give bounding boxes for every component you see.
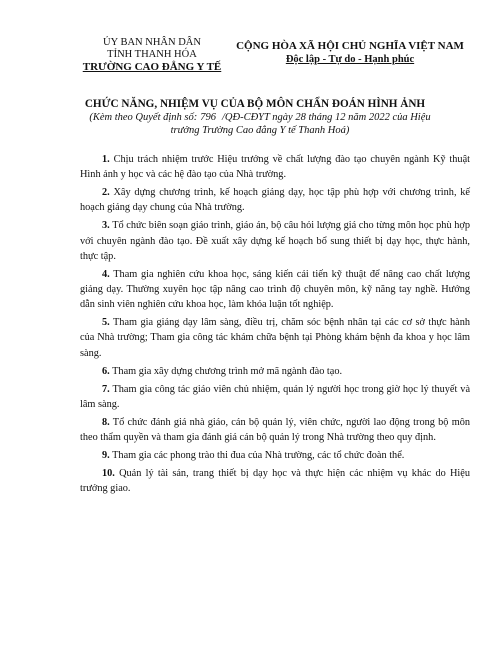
nation-name: CỘNG HÒA XÃ HỘI CHỦ NGHĨA VIỆT NAM [236, 40, 464, 52]
duty-item [80, 415, 470, 445]
duty-item [80, 448, 470, 463]
duty-text: Tham gia giảng dạy lâm sàng, điều trị, chăm sóc bệnh nhân tại các cơ sở thực hành của Nhà trường; Tham gia công tác khám chữa bệnh tại Phòng khám bệnh đa khoa y học lâm sàng. [80, 317, 470, 359]
duties-list [80, 152, 470, 499]
duty-item [80, 382, 470, 412]
duty-number: 10. [102, 468, 115, 480]
duty-text: Tham gia xây dựng chương trình mở mã ngành đào tạo. [112, 365, 343, 377]
issuer-line-2: TỈNH THANH HÓA [107, 49, 197, 60]
national-motto: Độc lập - Tự do - Hạnh phúc [285, 54, 415, 65]
duty-number: 9. [102, 450, 110, 462]
issuer-block [68, 37, 236, 73]
subtitle-line-2: trưởng Trường Cao đẳng Y tế Thanh Hoá) [170, 124, 350, 136]
issuer-line-1: ỦY BAN NHÂN DÂN [103, 37, 201, 48]
duty-item [80, 185, 470, 215]
duty-item [80, 152, 470, 182]
duty-item [80, 315, 470, 361]
duty-number: 3. [102, 220, 110, 232]
duty-number: 6. [102, 365, 110, 377]
national-heading [230, 40, 470, 66]
duty-number: 4. [102, 268, 110, 280]
duty-number: 2. [102, 187, 110, 199]
subtitle-prefix: (Kèm theo Quyết định số: [89, 112, 198, 123]
duty-text: Quản lý tài sản, trang thiết bị dạy học và thực hiện các nhiệm vụ khác do Hiệu trưởng giao. [80, 468, 470, 495]
document-subtitle [70, 112, 450, 137]
duty-text: Chịu trách nhiệm trước Hiệu trưởng về chất lượng đào tạo chuyên ngành Kỹ thuật Hình ảnh y học và các hệ đào tạo của Nhà trường. [80, 154, 470, 181]
duty-number: 8. [102, 416, 110, 428]
decision-number: 796 [200, 112, 216, 123]
duty-number: 5. [102, 317, 110, 329]
duty-text: Tổ chức biên soạn giáo trình, giáo án, bộ câu hỏi lượng giá cho từng môn học phù hợp với chuyên ngành đào tạo. Đề xuất xây dựng kế hoạch bổ sung thiết bị dạy học, thực hành, thực tập. [80, 220, 470, 262]
duty-text: Tổ chức đánh giá nhà giáo, cán bộ quản lý, viên chức, người lao động trong bộ môn theo thẩm quyền và tham gia đánh giá cán bộ quản lý trong Nhà trường theo quy định. [80, 416, 471, 444]
subtitle-rest: /QĐ-CĐYT ngày 28 tháng 12 năm 2022 của Hiệu [222, 112, 431, 123]
duty-text: Tham gia các phong trào thi đua của Nhà trường, các tổ chức đoàn thể. [112, 450, 405, 462]
duty-text: Tham gia công tác giáo viên chủ nhiệm, quản lý người học trong giờ học lý thuyết và lâm sàng. [80, 383, 471, 410]
duty-item [80, 364, 470, 379]
duty-text: Xây dựng chương trình, kế hoạch giảng dạy, học tập phù hợp với chương trình, kế hoạch giảng dạy chung của Nhà trường. [80, 187, 470, 214]
duty-number: 7. [102, 383, 110, 395]
duty-item [80, 218, 470, 264]
school-name: TRƯỜNG CAO ĐẲNG Y TẾ [82, 61, 222, 73]
duty-number: 1. [102, 154, 110, 165]
duty-text: Tham gia nghiên cứu khoa học, sáng kiến cải tiến kỹ thuật để nâng cao chất lượng giảng dạy. Thường xuyên học tập nâng cao trình độ chuyên môn, kỹ năng tay nghề. Hướng dẫn sinh viên nghiên cứu khoa học, làm khóa luận tốt nghiệp. [80, 268, 470, 311]
duty-item [80, 267, 470, 313]
duty-item [80, 466, 470, 496]
document-title: CHỨC NĂNG, NHIỆM VỤ CỦA BỘ MÔN CHẨN ĐOÁN HÌNH ẢNH [84, 98, 426, 110]
